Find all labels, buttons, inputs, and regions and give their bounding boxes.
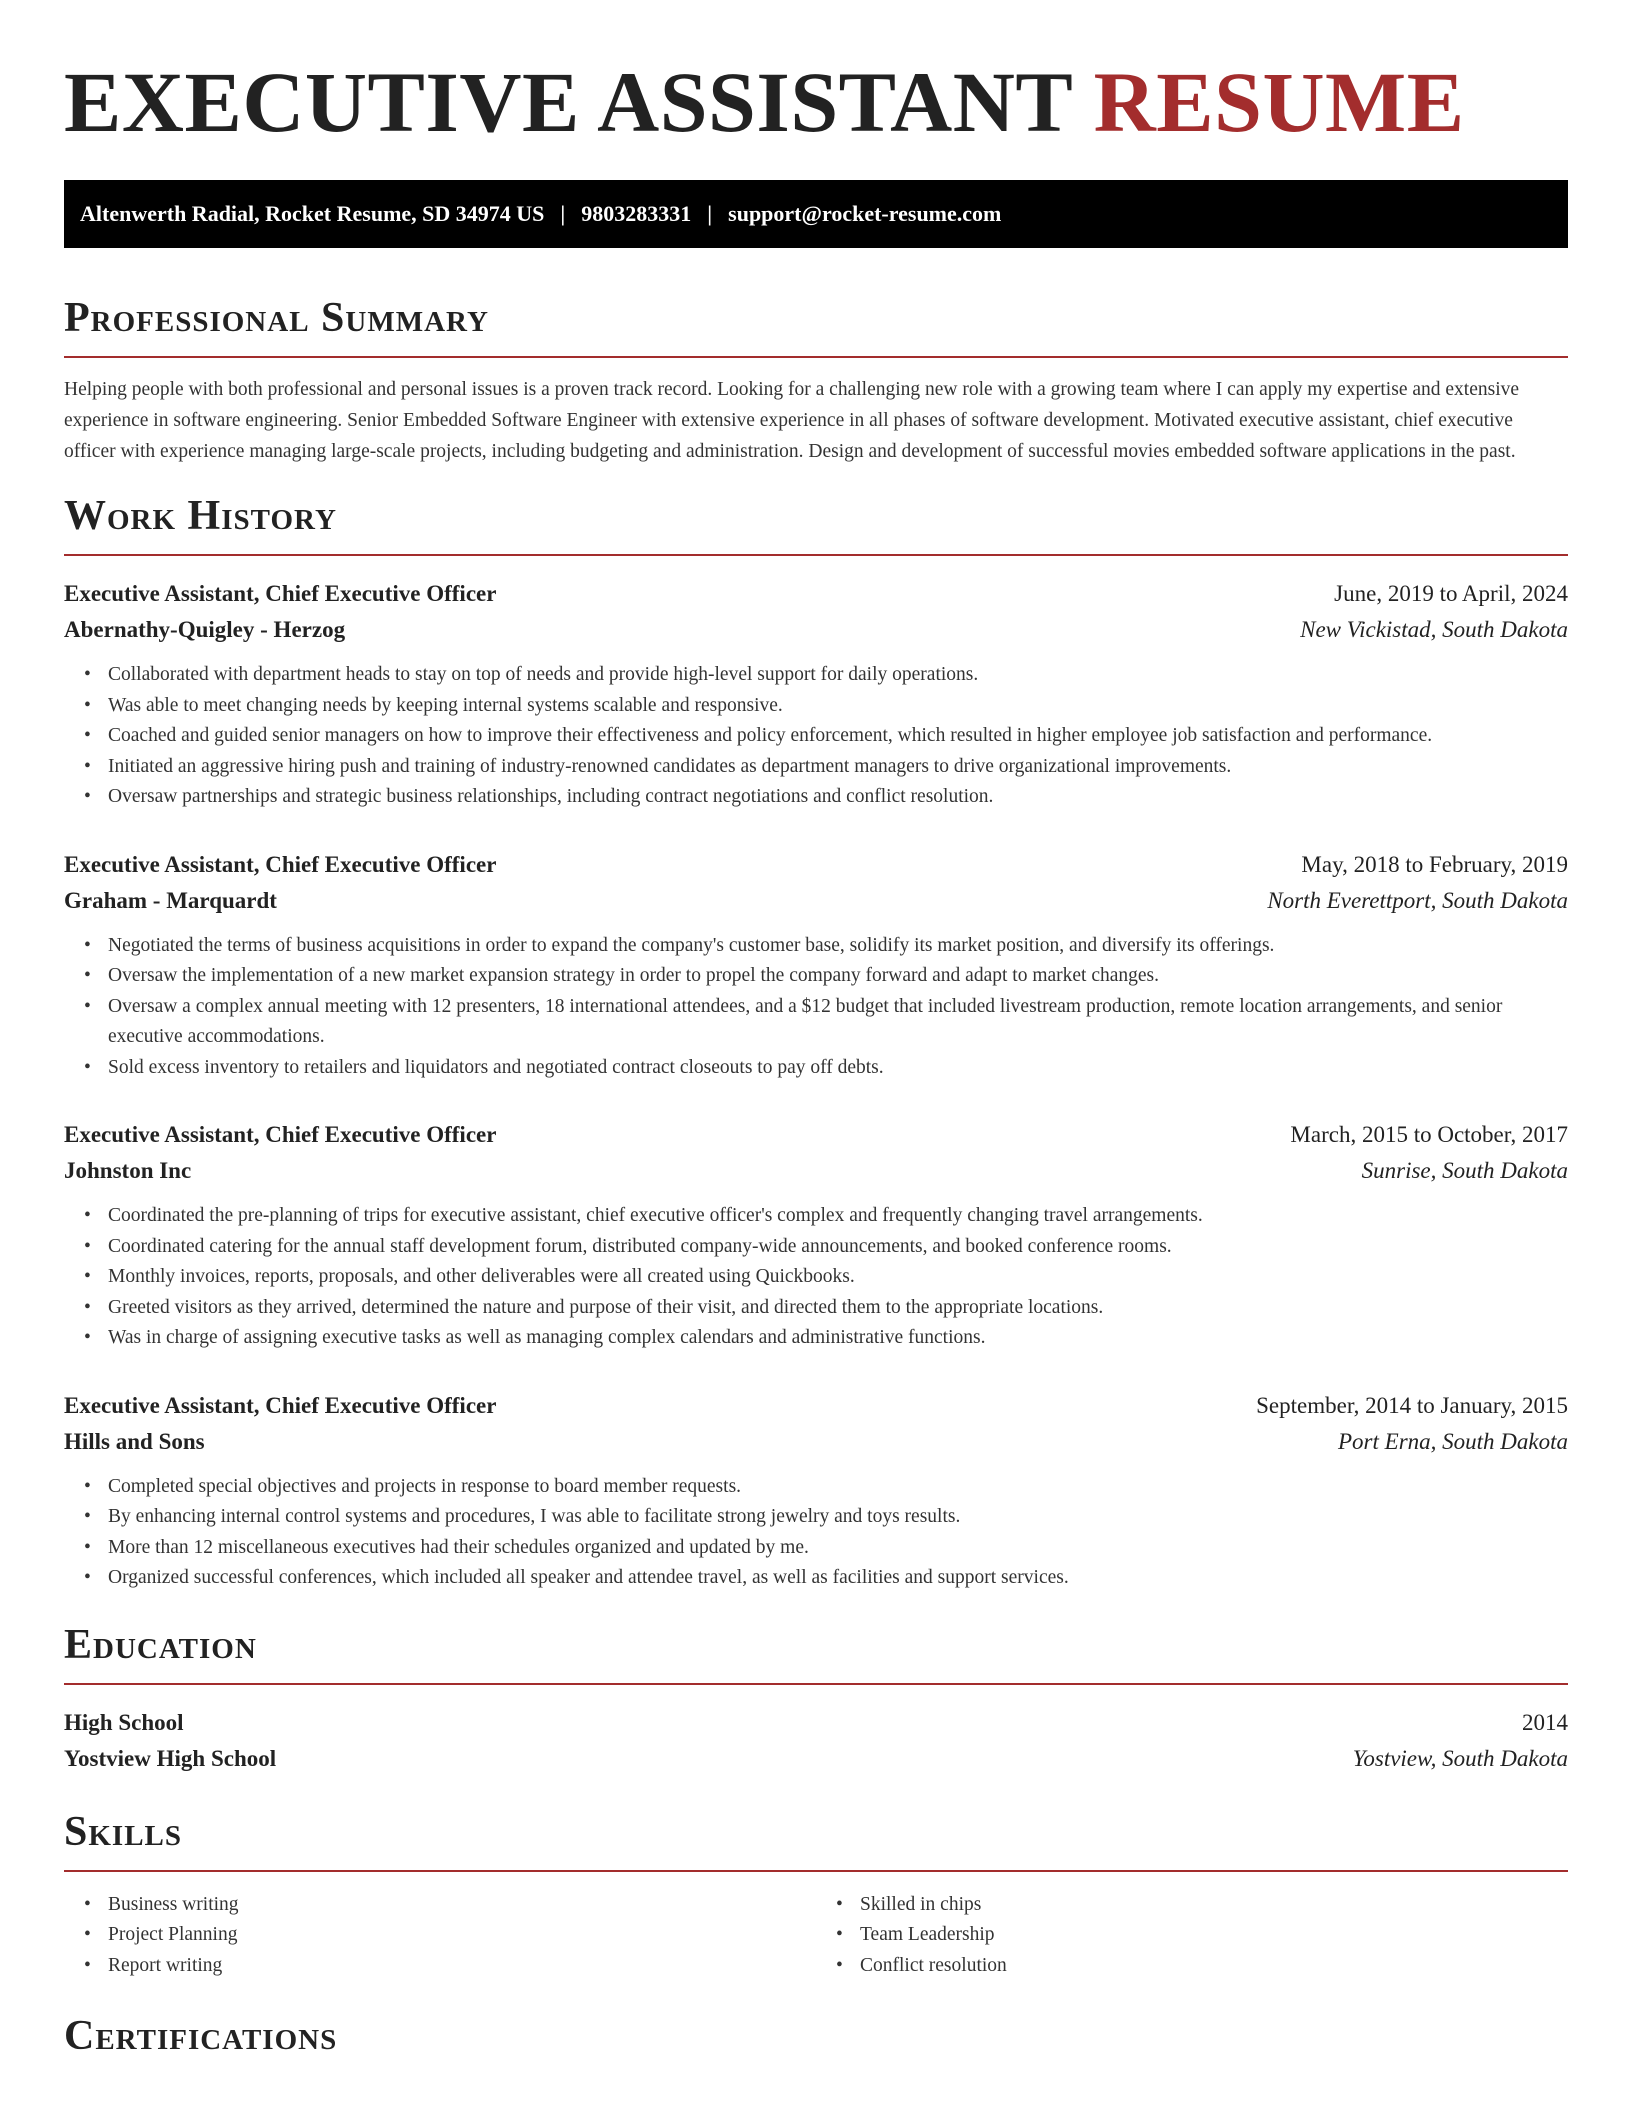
skills-column-right bbox=[816, 1890, 1568, 1982]
job-bullet: • Negotiated the terms of business acquisitions in order to expand the company's customer base, solidify its market position, and diversify its offerings. bbox=[108, 931, 1568, 962]
job-bullet: • Initiated an aggressive hiring push and training of industry-renowned candidates as department managers to drive organizational improvements. bbox=[108, 752, 1568, 783]
section-title-certifications: Certifications bbox=[64, 2013, 338, 2059]
job-bullet: • Collaborated with department heads to stay on top of needs and provide high-level support for daily operations. bbox=[108, 660, 1568, 691]
education-header bbox=[64, 1705, 1568, 1741]
job-bullet: • Oversaw the implementation of a new market expansion strategy in order to propel the company forward and adapt to market changes. bbox=[108, 961, 1568, 992]
job-bullet: • Oversaw partnerships and strategic business relationships, including contract negotiations and conflict resolution. bbox=[108, 782, 1568, 813]
job-location: New Vickistad, South Dakota bbox=[1300, 617, 1568, 642]
job-bullet: • Monthly invoices, reports, proposals, and other deliverables were all created using Quickbooks. bbox=[108, 1262, 1568, 1293]
skills-list bbox=[64, 1890, 1568, 1982]
job-title: Executive Assistant, Chief Executive Officer bbox=[64, 1392, 497, 1418]
job-bullet: • Coached and guided senior managers on how to improve their effectiveness and policy enforcement, which resulted in higher employee job satisfaction and performance. bbox=[108, 721, 1568, 752]
job-header bbox=[64, 1388, 1568, 1424]
job-title: Executive Assistant, Chief Executive Officer bbox=[64, 851, 497, 877]
job-bullets bbox=[64, 1472, 1568, 1594]
job-header bbox=[64, 1117, 1568, 1153]
job-header bbox=[64, 847, 1568, 883]
job-bullet: • Was in charge of assigning executive tasks as well as managing complex calendars and administrative functions. bbox=[108, 1323, 1568, 1354]
job-subheader bbox=[64, 1153, 1568, 1189]
resume-title bbox=[64, 54, 1568, 150]
skill-item: • Project Planning bbox=[108, 1920, 816, 1951]
skill-item: • Business writing bbox=[108, 1890, 816, 1921]
education-school: Yostview High School bbox=[64, 1745, 277, 1771]
job-entry bbox=[64, 1388, 1568, 1594]
job-bullet: • More than 12 miscellaneous executives had their schedules organized and updated by me. bbox=[108, 1533, 1568, 1564]
job-title: Executive Assistant, Chief Executive Officer bbox=[64, 1122, 497, 1147]
title-main: EXECUTIVE ASSISTANT bbox=[64, 54, 1072, 150]
job-dates: March, 2015 to October, 2017 bbox=[1290, 1122, 1568, 1147]
title-accent: RESUME bbox=[1093, 54, 1465, 150]
job-bullet: • Coordinated catering for the annual staff development forum, distributed company-wide announcements, and booked conference rooms. bbox=[108, 1232, 1568, 1263]
job-bullet: • Organized successful conferences, which included all speaker and attendee travel, as well as facilities and support services. bbox=[108, 1563, 1568, 1594]
contact-email: support@rocket-resume.com bbox=[728, 201, 1002, 226]
job-dates: May, 2018 to February, 2019 bbox=[1301, 851, 1568, 877]
job-company: Johnston Inc bbox=[64, 1158, 192, 1183]
job-subheader bbox=[64, 883, 1568, 919]
summary-text: Helping people with both professional and personal issues is a proven track record. Looking for a challenging new role with a growing team where I can apply my expertise and extensive experience in software engineering. Senior Embedded Software Engineer with extensive experience in all phases of software development. Motivated executive assistant, chief executive officer with experience managing large-scale projects, including budgeting and administration. Design and development of successful movies embedded software applications in the past. bbox=[64, 379, 1520, 462]
education-year: 2014 bbox=[1522, 1709, 1568, 1735]
section-divider bbox=[64, 1870, 1568, 1872]
education-subheader bbox=[64, 1741, 1568, 1777]
skill-item: • Report writing bbox=[108, 1951, 816, 1982]
skill-item: • Skilled in chips bbox=[860, 1890, 1568, 1921]
job-company: Hills and Sons bbox=[64, 1428, 205, 1454]
education-entry bbox=[64, 1705, 1568, 1777]
education-location: Yostview, South Dakota bbox=[1352, 1745, 1568, 1771]
job-location: Sunrise, South Dakota bbox=[1361, 1158, 1568, 1183]
section-divider bbox=[64, 356, 1568, 358]
job-entry bbox=[64, 1117, 1568, 1354]
job-title: Executive Assistant, Chief Executive Officer bbox=[64, 581, 497, 606]
job-company: Graham - Marquardt bbox=[64, 887, 277, 913]
job-dates: June, 2019 to April, 2024 bbox=[1334, 581, 1568, 606]
contact-address: Altenwerth Radial, Rocket Resume, SD 34974 US bbox=[80, 201, 545, 226]
job-bullets bbox=[64, 1201, 1568, 1354]
job-bullet: • Greeted visitors as they arrived, determined the nature and purpose of their visit, and directed them to the appropriate locations. bbox=[108, 1293, 1568, 1324]
job-bullets bbox=[64, 931, 1568, 1084]
section-title-education: Education bbox=[64, 1621, 257, 1668]
job-bullets bbox=[64, 660, 1568, 813]
section-title-work: Work History bbox=[64, 493, 337, 539]
contact-bar bbox=[64, 180, 1568, 248]
job-bullet: • Completed special objectives and projects in response to board member requests. bbox=[108, 1472, 1568, 1503]
contact-phone: 9803283331 bbox=[581, 201, 692, 226]
skill-item: • Conflict resolution bbox=[860, 1951, 1568, 1982]
skills-column-left bbox=[64, 1890, 816, 1982]
job-bullet: • By enhancing internal control systems and procedures, I was able to facilitate strong jewelry and toys results. bbox=[108, 1502, 1568, 1533]
contact-separator: | bbox=[707, 201, 713, 226]
job-company: Abernathy-Quigley - Herzog bbox=[64, 617, 346, 642]
job-entry bbox=[64, 847, 1568, 1084]
contact-separator: | bbox=[560, 201, 566, 226]
section-divider bbox=[64, 1683, 1568, 1685]
job-location: Port Erna, South Dakota bbox=[1338, 1428, 1568, 1454]
job-bullet: • Sold excess inventory to retailers and liquidators and negotiated contract closeouts to pay off debts. bbox=[108, 1053, 1568, 1084]
section-title-summary: Professional Summary bbox=[64, 295, 489, 341]
section-title-skills: Skills bbox=[64, 1808, 183, 1855]
job-bullet: • Was able to meet changing needs by keeping internal systems scalable and responsive. bbox=[108, 691, 1568, 722]
job-dates: September, 2014 to January, 2015 bbox=[1256, 1392, 1568, 1418]
job-bullet: • Oversaw a complex annual meeting with 12 presenters, 18 international attendees, and a $12 budget that included livestream production, remote location arrangements, and senior executive accommodations. bbox=[108, 992, 1568, 1053]
job-subheader bbox=[64, 1424, 1568, 1460]
section-divider bbox=[64, 554, 1568, 556]
job-bullet: • Coordinated the pre-planning of trips for executive assistant, chief executive officer's complex and frequently changing travel arrangements. bbox=[108, 1201, 1568, 1232]
job-header bbox=[64, 576, 1568, 612]
job-location: North Everettport, South Dakota bbox=[1267, 887, 1568, 913]
job-entry bbox=[64, 576, 1568, 813]
job-subheader bbox=[64, 612, 1568, 648]
education-degree: High School bbox=[64, 1709, 184, 1735]
skill-item: • Team Leadership bbox=[860, 1920, 1568, 1951]
